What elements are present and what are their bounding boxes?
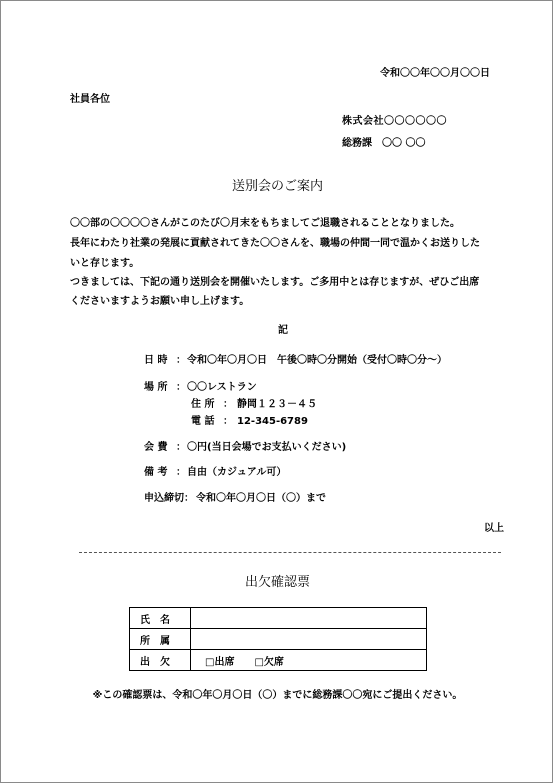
place-value: 〇〇レストラン: [187, 382, 257, 393]
deadline-value: 令和〇年〇月〇日（〇）まで: [196, 493, 326, 504]
name-input-cell[interactable]: [191, 608, 427, 629]
attendance-table: [129, 607, 427, 671]
body-line: つきましては、下記の通り送別会を開催いたします。ご多用中とは存じますが、ぜひご出席: [70, 277, 480, 288]
cut-line-divider: [79, 552, 501, 553]
address-value: 静岡１２３－４５: [237, 399, 317, 410]
attend-label-cell: 出欠: [130, 650, 191, 671]
form-footnote: ※この確認票は、令和〇年〇月〇日（〇）までに総務課〇〇宛にご提出ください。: [92, 690, 463, 701]
closing-word: 以上: [484, 523, 504, 534]
colon: ：: [223, 416, 233, 427]
body-line: いと存じます。: [70, 258, 140, 269]
colon: ：: [223, 399, 233, 410]
name-label-cell: 氏名: [130, 608, 191, 629]
dept-label-cell: 所属: [130, 629, 191, 650]
company-name: 株式会社〇〇〇〇〇〇: [342, 116, 447, 127]
body-line: くださいますようお願い申し上げます。: [70, 296, 250, 307]
address-label: 住 所: [191, 399, 215, 410]
ki-heading: 記: [278, 325, 288, 336]
colon: ：: [176, 355, 186, 366]
colon: ：: [176, 442, 186, 453]
attend-options-cell[interactable]: □出席 □欠席: [191, 650, 427, 671]
note-value: 自由（カジュアル可）: [187, 467, 287, 478]
table-row: [130, 608, 427, 629]
note-label: 備 考: [144, 467, 168, 478]
form-title: 出欠確認票: [244, 575, 310, 590]
place-label: 場 所: [144, 382, 168, 393]
dept-input-cell[interactable]: [191, 629, 427, 650]
fee-value: 〇円(当日会場でお支払いください): [187, 442, 347, 453]
table-row: [130, 650, 427, 671]
phone-value: 12-345-6789: [237, 416, 308, 427]
document-date: 令和〇〇年〇〇月〇〇日: [380, 68, 490, 79]
deadline-label: 申込締切：: [144, 493, 194, 504]
body-line: 長年にわたり社業の発展に貢献されてきた〇〇さんを、職場の仲間一同で温かくお送りした: [70, 238, 480, 249]
colon: ：: [176, 467, 186, 478]
body-line: 〇〇部の〇〇〇〇さんがこのたび〇月末をもちましてご退職されることとなりました。: [70, 218, 460, 229]
datetime-value: 令和〇年〇月〇日 午後〇時〇分開始（受付〇時〇分～）: [187, 355, 447, 366]
recipient: 社員各位: [70, 94, 110, 105]
colon: ：: [176, 382, 186, 393]
phone-label: 電 話: [191, 416, 215, 427]
fee-label: 会 費: [144, 442, 168, 453]
sender-name: 総務課 〇〇 〇〇: [342, 138, 426, 149]
table-row: [130, 629, 427, 650]
document-title: 送別会のご案内: [231, 179, 323, 194]
datetime-label: 日 時: [144, 355, 168, 366]
